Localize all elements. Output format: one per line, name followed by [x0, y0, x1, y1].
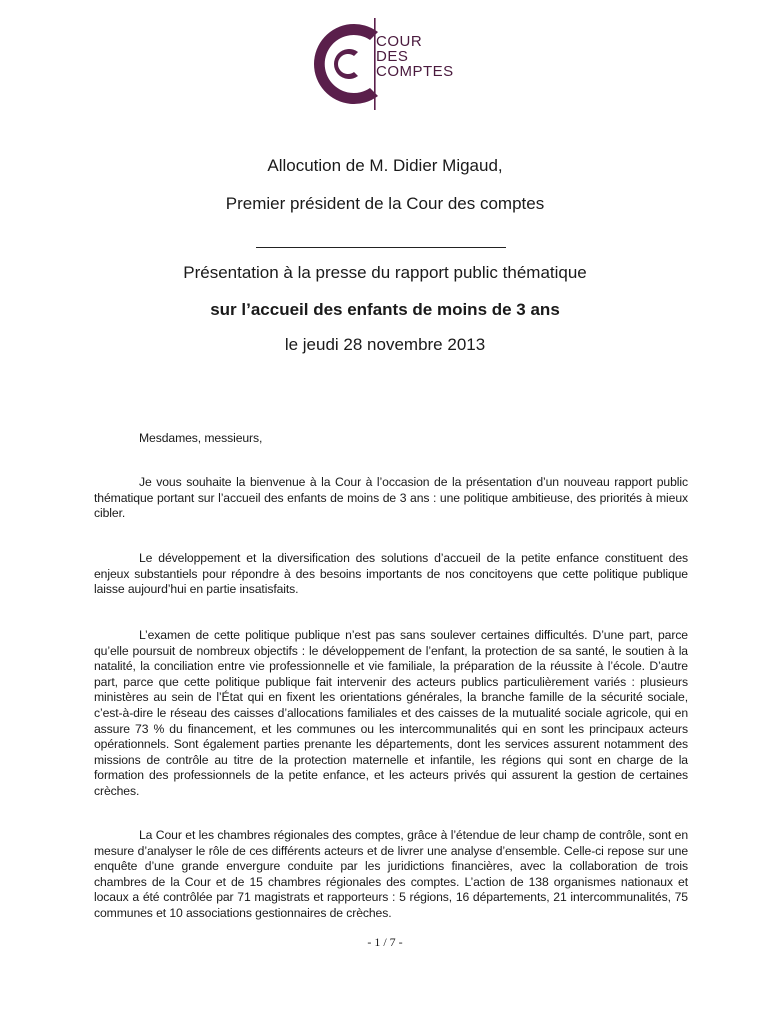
paragraph-3-text: L’examen de cette politique publique n’est pas sans soulever certaines difficultés. D’une part, parce qu’elle poursuit de nombreux objectifs : le développement de l’enfant, la protection de sa santé, le soutien à la natalité, la conciliation entre vie professionnelle et vie familiale, la préparation de la réussite à l’école. D’autre part, parce que cette politique publique fait intervenir des acteurs publics particulièrement variés : plusieurs ministères au sein de l’État qui en fixent les orientations générales, la branche famille de la sécurité sociale, c’est-à-dire le réseau des caisses d’allocations familiales et des caisses de la mutualité sociale agricole, qui en assure 73 % du financement, et les communes ou les intercommunalités qui en sont les principaux acteurs opérationnels. Sont également parties prenante les départements, dont les services assurent notamment des missions de contrôle au titre de la protection maternelle et infantile, les régions qui sont en charge de la formation des professionnels de la petite enfance, et les acteurs privés qui assurent la gestion de certaines crèches.	[94, 628, 688, 798]
paragraph-2-text: Le développement et la diversification des solutions d’accueil de la petite enfance constituent des enjeux substantiels pour répondre à des besoins importants de nos concitoyens que cette politique publique laisse aujourd’hui en partie insatisfaits.	[94, 551, 688, 597]
greeting-text: Mesdames, messieurs,	[139, 431, 263, 445]
paragraph-4	[94, 828, 688, 922]
logo-wordmark	[376, 34, 454, 79]
greeting	[94, 431, 688, 447]
report-subtitle-line2: sur l’accueil des enfants de moins de 3 ans	[210, 300, 560, 319]
paragraph-2	[94, 551, 688, 598]
paragraph-1	[94, 475, 688, 522]
logo-line-cour: COUR	[376, 33, 423, 50]
paragraph-4-text: La Cour et les chambres régionales des comptes, grâce à l’étendue de leur champ de contrôle, sont en mesure d’analyser le rôle de ces différents acteurs et de livrer une analyse d’ensemble. Celle-ci repose sur une enquête d’une grande envergure conduite par les juridictions financières, avec la collaboration de trois chambres de la Cour et de 15 chambres régionales des comptes. L’action de 138 organismes nationaux et locaux a été contrôlée par 71 magistrats et rapporteurs : 5 régions, 16 départements, 21 intercommunalités, 75 communes et 10 associations gestionnaires de crèches.	[94, 828, 688, 920]
speech-title-line1: Allocution de M. Didier Migaud,	[267, 156, 503, 175]
speech-title-line2: Premier président de la Cour des comptes	[225, 194, 545, 213]
cour-des-comptes-logo	[300, 14, 475, 124]
title-divider	[256, 247, 506, 248]
speech-date: le jeudi 28 novembre 2013	[284, 335, 486, 354]
logo-line-des: DES	[376, 48, 409, 65]
page-number: - 1 / 7 -	[367, 935, 403, 949]
paragraph-1-text: Je vous souhaite la bienvenue à la Cour à l’occasion de la présentation d’un nouveau rapport public thématique portant sur l’accueil des enfants de moins de 3 ans : une politique ambitieuse, des priorités à mieux cibler.	[94, 475, 688, 521]
paragraph-3	[94, 628, 688, 800]
report-subtitle-line1: Présentation à la presse du rapport public thématique	[183, 263, 587, 282]
logo-line-comptes: COMPTES	[376, 63, 454, 80]
